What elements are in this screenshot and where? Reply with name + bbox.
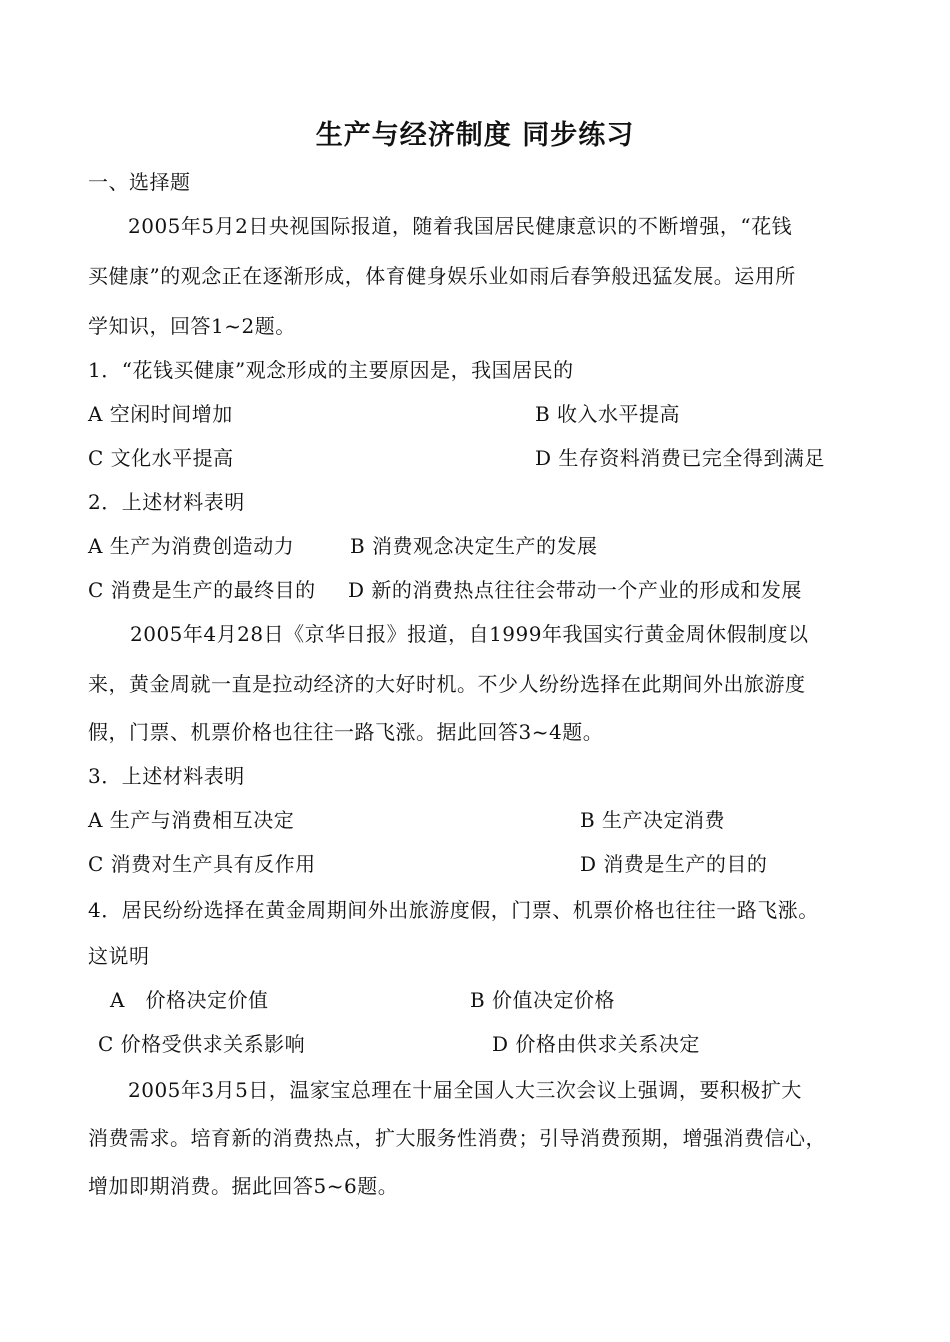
question-1-option-a: A 空闲时间增加 [88,402,233,426]
passage-1-line-3: 学知识，回答1~2题。 [88,314,296,338]
question-4-stem-line-1: 4．居民纷纷选择在黄金周期间外出旅游度假，门票、机票价格也往往一路飞涨。 [88,898,819,922]
question-4-option-d: D 价格由供求关系决定 [492,1032,700,1056]
passage-2-line-1: 2005年4月28日《京华日报》报道，自1999年我国实行黄金周休假制度以 [130,622,809,646]
question-3-option-d: D 消费是生产的目的 [580,852,768,876]
question-1-option-d: D 生存资料消费已完全得到满足 [535,446,825,470]
question-4-option-b: B 价值决定价格 [470,988,616,1012]
passage-2-line-3: 假，门票、机票价格也往往一路飞涨。据此回答3~4题。 [88,720,604,744]
question-3-option-b: B 生产决定消费 [580,808,726,832]
question-3-option-a: A 生产与消费相互决定 [88,808,295,832]
passage-1-line-2: 买健康”的观念正在逐渐形成，体育健身娱乐业如雨后春笋般迅猛发展。运用所 [88,264,796,288]
passage-3-line-3: 增加即期消费。据此回答5~6题。 [88,1174,399,1198]
document-title: 生产与经济制度 同步练习 [315,120,635,151]
question-1-option-b: B 收入水平提高 [535,402,681,426]
section-heading: 一、选择题 [88,170,191,194]
question-4-stem-line-2: 这说明 [88,944,150,968]
question-2-option-b: B 消费观念决定生产的发展 [350,534,598,558]
passage-3-line-2: 消费需求。培育新的消费热点，扩大服务性消费；引导消费预期，增强消费信心， [88,1126,826,1150]
question-1-option-c: C 文化水平提高 [88,446,234,470]
question-3-stem: 3．上述材料表明 [88,764,245,788]
passage-3-line-1: 2005年3月5日，温家宝总理在十届全国人大三次会议上强调，要积极扩大 [128,1078,802,1102]
passage-2-line-2: 来，黄金周就一直是拉动经济的大好时机。不少人纷纷选择在此期间外出旅游度 [88,672,806,696]
passage-1-line-1: 2005年5月2日央视国际报道，随着我国居民健康意识的不断增强，“花钱 [128,214,793,238]
question-2-option-c: C 消费是生产的最终目的 [88,578,316,602]
question-2-option-d: D 新的消费热点往往会带动一个产业的形成和发展 [348,578,802,602]
question-1-stem: 1．“花钱买健康”观念形成的主要原因是，我国居民的 [88,358,574,382]
question-4-option-a: A 价格决定价值 [110,988,269,1012]
question-4-option-c: C 价格受供求关系影响 [98,1032,306,1056]
question-3-option-c: C 消费对生产具有反作用 [88,852,316,876]
question-2-option-a: A 生产为消费创造动力 [88,534,295,558]
question-2-stem: 2．上述材料表明 [88,490,245,514]
